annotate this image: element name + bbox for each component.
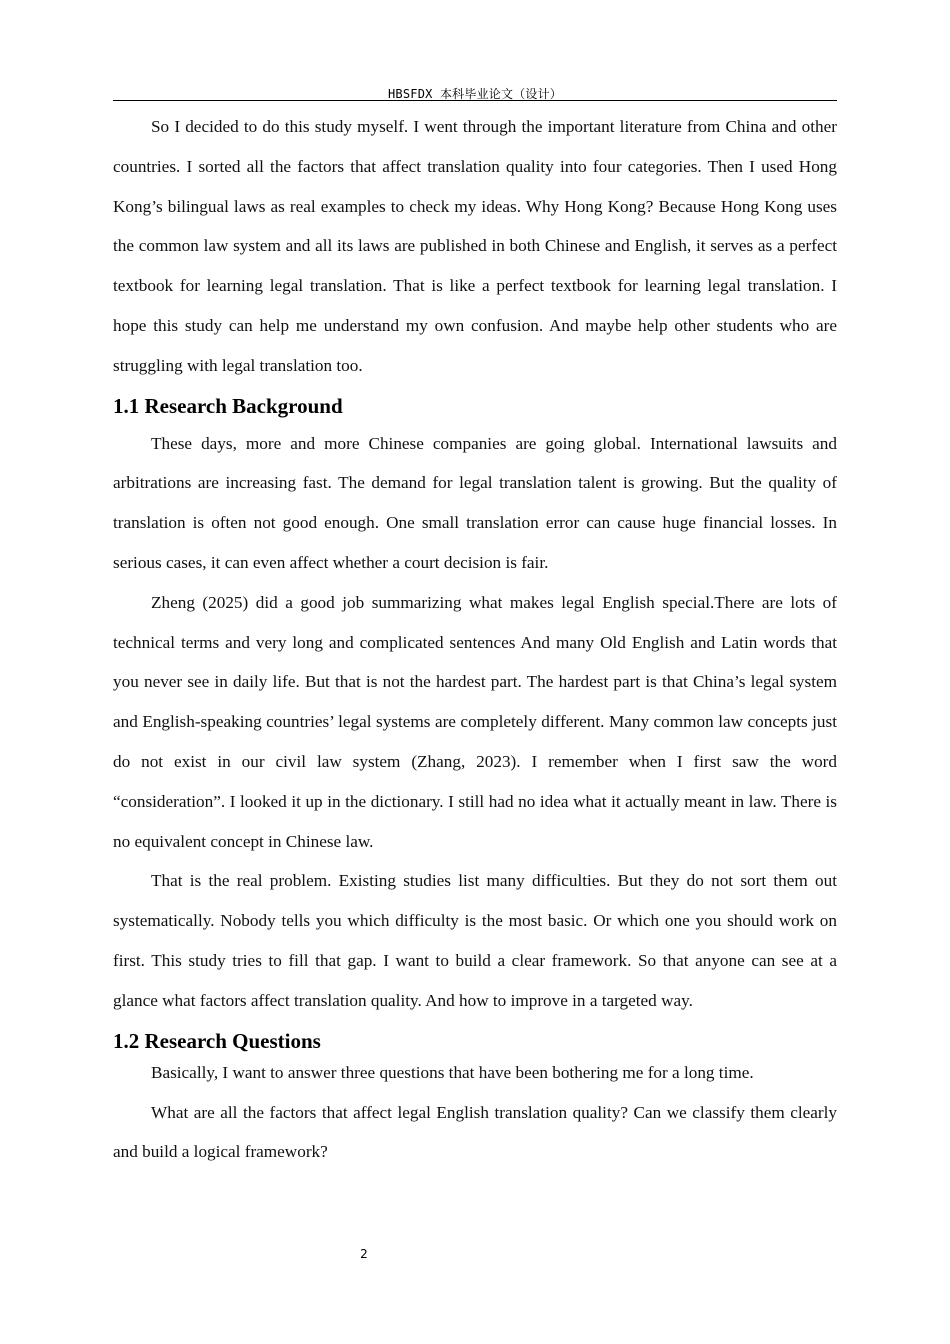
page-number: 2: [360, 1247, 368, 1261]
running-header: HBSFDX 本科毕业论文（设计）: [388, 87, 562, 101]
paragraph-background-3: That is the real problem. Existing studies list many difficulties. But they do not sort them out systematically. Nobody tells you which difficulty is the most basic. Or which one you should work on first. This study tries to fill that gap. I want to build a clear framework. So that anyone can see at a glance what factors affect translation quality. And how to improve in a targeted way.: [113, 871, 837, 1010]
header-rule: [113, 100, 837, 101]
section-heading-research-questions: 1.2 Research Questions: [113, 1028, 321, 1053]
paragraph-intro: So I decided to do this study myself. I went through the important literature from China and other countries. I sorted all the factors that affect translation quality into four categories. Then I used Hong Kong’s bilingual laws as real examples to check my ideas. Why Hong Kong? Because Hong Kong uses the common law system and all its laws are published in both Chinese and English, it serves as a perfect textbook for learning legal translation. That is like a perfect textbook for learning legal translation. I hope this study can help me understand my own confusion. And maybe help other students who are struggling with legal translation too.: [113, 117, 837, 375]
paragraph-background-1: These days, more and more Chinese companies are going global. International lawsuits and arbitrations are increasing fast. The demand for legal translation talent is growing. But the quality of translation is often not good enough. One small translation error can cause huge financial losses. In serious cases, it can even affect whether a court decision is fair.: [113, 433, 837, 572]
body-text: [113, 107, 837, 1172]
paragraph-background-2: Zheng (2025) did a good job summarizing what makes legal English special.There are lots of technical terms and very long and complicated sentences And many Old English and Latin words that you never see in daily life. But that is not the hardest part. The hardest part is that China’s legal system and English-speaking countries’ legal systems are completely different. Many common law concepts just do not exist in our civil law system (Zhang, 2023). I remember when I first saw the word “consideration”. I looked it up in the dictionary. I still had no idea what it actually meant in law. There is no equivalent concept in Chinese law.: [113, 592, 837, 851]
paragraph-question-1: What are all the factors that affect legal English translation quality? Can we classify them clearly and build a logical framework?: [113, 1102, 837, 1162]
section-heading-research-background: 1.1 Research Background: [113, 393, 343, 418]
paragraph-questions-intro: Basically, I want to answer three questions that have been bothering me for a long time.: [151, 1062, 754, 1082]
